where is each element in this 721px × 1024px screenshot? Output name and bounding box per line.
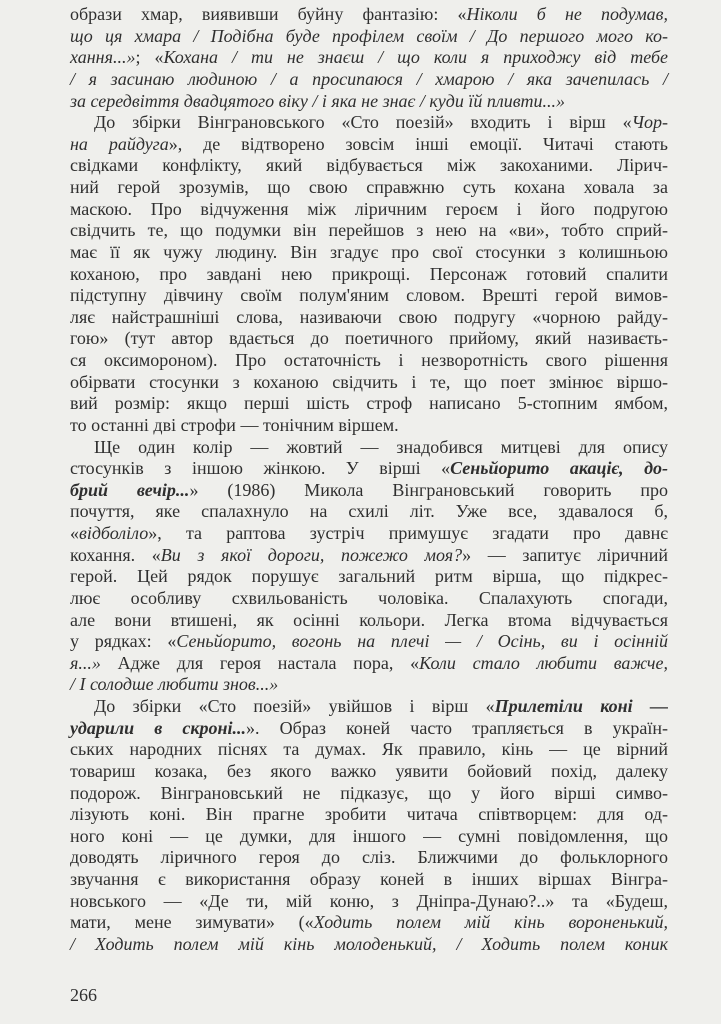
italic-quote: Ви з якої дороги, пожежо моя? (160, 544, 463, 565)
bold-italic-title: Прилетіли коні — (494, 696, 669, 716)
text-line (70, 328, 668, 350)
text-line (70, 501, 668, 523)
text-line (70, 696, 668, 718)
text-run: », та раптова зустріч примушує згадати про давнє (148, 523, 668, 543)
text-run: стосунків з іншою жінкою. У вірші « (70, 458, 451, 479)
text-run: вий розмір: якщо перші шість строф написано 5-стопним ямбом, (70, 393, 668, 414)
text-line (70, 177, 668, 199)
italic-quote: я...» (70, 652, 101, 673)
text-run: новського — «Де ти, мій коню, з Дніпра-Дунаю?..» та «Будеш, (70, 890, 668, 911)
text-run: образи хмар, виявивши буйну фантазію: « (70, 4, 467, 24)
text-line (70, 26, 668, 48)
italic-quote: за середвіття двадцятого віку / і яка не знає / куди їй пливти...» (70, 90, 566, 111)
text-run: кохання. « (70, 544, 161, 565)
text-run: свідками конфлікту, який відбувається між закоханими. Лірич- (70, 155, 668, 176)
text-run: доводять ліричного героя до сліз. Ближчими до фольклорного (70, 847, 668, 868)
text-line (70, 869, 668, 891)
italic-quote: Ходить полем мій кінь вороненький, (313, 912, 668, 933)
italic-quote: відболіло (79, 523, 149, 543)
text-run: то останні дві строфи — тонічним віршем. (70, 414, 399, 435)
text-run: маскою. Про відчуження між ліричним героєм і його подругою (70, 198, 668, 219)
page-body-text (70, 4, 668, 956)
italic-quote: Сеньйорито, вогонь на плечі — / Осінь, ви і осінній (176, 631, 669, 652)
text-line (70, 912, 668, 934)
text-run: обірвати стосунки з коханою свідчить і те, що поет змінює віршо- (70, 371, 668, 392)
text-line (70, 934, 668, 956)
bold-italic-title: ударили в скроні... (70, 717, 247, 738)
text-line (70, 285, 668, 307)
italic-quote: / Ходить полем мій кінь молоденький, / Ходить полем коник (70, 933, 668, 954)
text-line (70, 307, 668, 329)
text-line (70, 415, 668, 437)
text-run: має її як чужу людину. Він згадує про свої стосунки з колишньою (70, 241, 668, 262)
text-line (70, 458, 668, 480)
italic-quote: Кохана / ти не знаєш / що коли я приходжу від тебе (163, 47, 668, 68)
text-run: свідчить те, що подумки він перейшов з нею на «ви», тобто сприй- (70, 220, 668, 241)
text-run: лює особливу схвильованість чоловіка. Спалахують спогади, (70, 587, 668, 608)
text-line (70, 437, 668, 459)
text-line (70, 480, 668, 502)
text-line (70, 588, 668, 610)
text-run: » — запитує ліричний (462, 544, 668, 565)
bold-italic-title: Сеньйорито акаціє, до- (450, 458, 668, 479)
text-line (70, 761, 668, 783)
text-run: ; « (135, 47, 164, 68)
italic-quote: Коли стало любити важче, (419, 652, 668, 673)
text-line (70, 264, 668, 286)
text-line (70, 718, 668, 740)
text-run: До збірки Вінграновського «Сто поезій» входить і вірш « (94, 112, 632, 133)
text-line (70, 739, 668, 761)
text-run: » (1986) Микола Вінграновський говорить про (189, 479, 669, 500)
text-run: але вони втишені, як осінні кольори. Легка втома відчувається (70, 609, 668, 630)
text-run: ». Образ коней часто трапляється в україн- (246, 717, 668, 738)
text-line (70, 91, 668, 113)
page-number: 266 (70, 985, 97, 1005)
italic-quote: на райдуга (70, 133, 169, 154)
text-line (70, 826, 668, 848)
text-run: у рядках: « (70, 631, 177, 652)
text-line (70, 112, 668, 134)
text-line (70, 372, 668, 394)
text-run: гою» (тут автор вдається до поетичного прийому, який називаєть- (70, 328, 668, 349)
text-line (70, 804, 668, 826)
text-line (70, 393, 668, 415)
text-line (70, 523, 668, 545)
text-run: підступну дівчину своїм полум'яним словом. Врешті герой вимов- (70, 285, 668, 306)
italic-quote: / я засинаю людиною / а просипаюся / хмарою / яка зачепилась / (70, 68, 668, 89)
italic-quote: Ніколи б не подумав, (466, 4, 668, 24)
text-run: коханою, про завдані нею прикрощі. Персонаж готовий спалити (70, 263, 668, 284)
text-line (70, 69, 668, 91)
text-line (70, 653, 668, 675)
text-line (70, 134, 668, 156)
text-run: звучання є використання образу коней в інших віршах Вінгра- (70, 869, 668, 889)
text-line (70, 847, 668, 869)
text-run: подорож. Вінграновський не підказує, що у його вірші симво- (70, 782, 668, 803)
text-line (70, 155, 668, 177)
italic-quote: / І солодше любити знов...» (70, 674, 279, 695)
italic-quote: Чор- (631, 112, 668, 133)
text-run: ний герой зрозумів, що свою справжню суть кохана ховала за (70, 177, 668, 197)
text-run: мати, мене зимувати» (« (70, 912, 314, 933)
text-run: ляє найстрашніші слова, називаючи свою подругу «чорною райду- (70, 306, 668, 327)
text-line (70, 610, 668, 632)
text-line (70, 566, 668, 588)
text-run: ся оксимороном). Про остаточність і незворотність свого рішення (70, 350, 668, 370)
text-line (70, 631, 668, 653)
italic-quote: що ця хмара / Подібна буде профілем своїм / До першого мого ко- (70, 25, 668, 46)
bold-italic-title: брий вечір... (70, 479, 190, 500)
text-line (70, 783, 668, 805)
text-line (70, 350, 668, 372)
text-line (70, 199, 668, 221)
text-run: почуття, яке спалахнуло на схилі літ. Уже все, здавалося б, (70, 501, 668, 522)
text-run: ських народних піснях та думах. Як правило, кінь — це вірний (70, 739, 668, 760)
text-run: товариш козака, без якого важко уявити бойовий похід, далеку (70, 760, 668, 781)
text-line (70, 242, 668, 264)
text-line (70, 891, 668, 913)
text-line (70, 545, 668, 567)
text-run: « (70, 523, 79, 543)
italic-quote: хання...» (70, 47, 136, 68)
text-line (70, 220, 668, 242)
text-run: ного коні — це думки, для іншого — сумні повідомлення, що (70, 825, 668, 846)
text-run: До збірки «Сто поезій» увійшов і вірш « (94, 696, 495, 716)
text-run: », де відтворено зовсім інші емоції. Читачі стають (168, 133, 668, 154)
text-run: лізують коні. Він прагне зробити читача співтворцем: для од- (70, 804, 668, 825)
text-run: герой. Цей рядок порушує загальний ритм вірша, що підкрес- (70, 566, 668, 587)
text-line (70, 47, 668, 69)
text-line (70, 674, 668, 696)
text-line (70, 4, 668, 26)
text-run: Адже для героя настала пора, « (100, 652, 420, 673)
text-run: Ще один колір — жовтий — знадобився митцеві для опису (94, 436, 668, 457)
